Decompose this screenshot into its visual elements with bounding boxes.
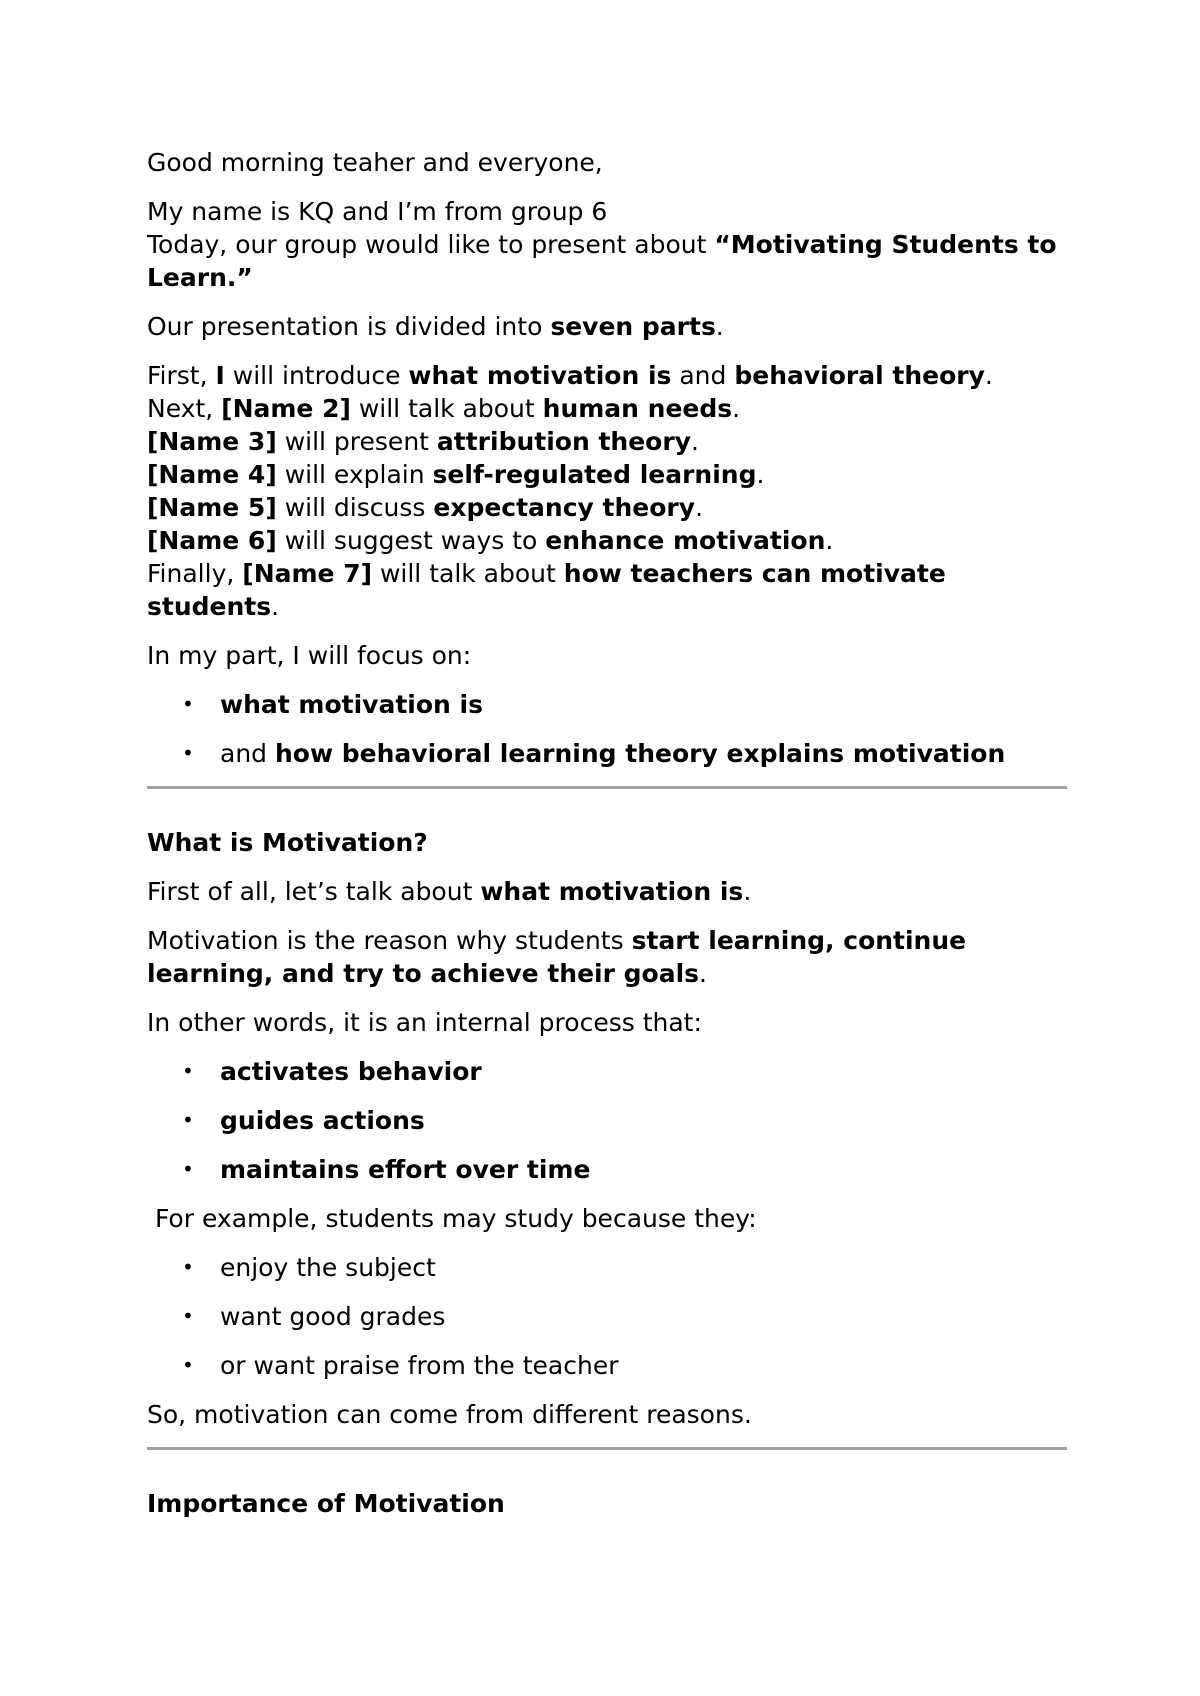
outline-text: and [671,361,735,390]
outline-text: . [984,361,993,390]
section1-paragraph-3: In other words, it is an internal process that: [147,1008,702,1037]
outline-text: Next, [147,394,222,423]
focus-list [147,688,1067,770]
outline-line-5 [147,491,1067,524]
list-item: • want good grades [147,1300,1067,1333]
intro-line-1: My name is KQ and I’m from group 6 [147,197,608,226]
outline-line-3 [147,425,1067,458]
outline-bold: attribution theory [436,427,691,456]
outline-text: First, [147,361,216,390]
document-page [147,146,1067,1520]
outline-line-1 [147,359,1067,392]
intro-block [147,195,1067,294]
list-item: • or want praise from the teacher [147,1349,1067,1382]
outline-bold: [Name 3] [147,427,277,456]
outline-line-4 [147,458,1067,491]
para-bold: what motivation is [480,877,744,906]
outline-bold: [Name 4] [147,460,277,489]
focus-intro: In my part, I will focus on: [147,641,472,670]
outline-text: will introduce [224,361,409,390]
division-line [147,310,1067,343]
list-item [147,688,1067,721]
focus-item-bold: how behavioral learning theory explains motivation [274,739,1006,768]
outline-text: . [271,592,280,621]
para-text: First of all, let’s talk about [147,877,481,906]
outline-text: . [825,526,834,555]
outline-bold: [Name 6] [147,526,277,555]
list-item-bold: maintains effort over time [220,1155,591,1184]
outline-text: will talk about [350,394,543,423]
outline-text: will discuss [276,493,434,522]
list-item: • enjoy the subject [147,1251,1067,1284]
outline-text: will explain [276,460,433,489]
outline-bold: [Name 2] [221,394,351,423]
outline-text: will present [276,427,437,456]
outline-bold: enhance motivation [545,526,826,555]
section-heading-motivation: What is Motivation? [147,828,428,857]
list-item-bold: activates behavior [220,1057,482,1086]
outline-bold: expectancy theory [433,493,696,522]
section1-paragraph-2 [147,924,1067,990]
outline-bold: self-regulated learning [432,460,757,489]
section1-conclusion: So, motivation can come from different reasons. [147,1400,752,1429]
outline-line-2 [147,392,1067,425]
outline-bold: [Name 5] [147,493,277,522]
outline-bold: behavioral theory [734,361,985,390]
intro-line-2-text: Today, our group would like to present about [147,230,715,259]
outline-text: . [695,493,704,522]
section-heading-importance: Importance of Motivation [147,1489,505,1518]
para-bold: start learning, continue learning, and try to achieve their goals [147,926,967,988]
intro-line-2 [147,228,1067,294]
outline-bold: I [215,361,225,390]
outline-text: Finally, [147,559,243,588]
outline-bold: what motivation is [408,361,672,390]
division-bold: seven parts [550,312,716,341]
list-item [147,1055,1067,1088]
presentation-title: “Motivating Students to Learn.” [147,230,1057,292]
division-pre: Our presentation is divided into [147,312,551,341]
outline-bold: how teachers can motivate students [147,559,946,621]
section-divider [147,1447,1067,1450]
outline-text: . [756,460,765,489]
example-list [147,1251,1067,1382]
outline-text: will suggest ways to [276,526,546,555]
outline-line-6 [147,524,1067,557]
list-item [147,1104,1067,1137]
outline-bold: [Name 7] [242,559,373,588]
division-post: . [715,312,724,341]
para-text: . [743,877,752,906]
outline-bold: human needs [542,394,733,423]
example-intro: For example, students may study because they: [147,1204,757,1233]
process-list [147,1055,1067,1186]
para-text: Motivation is the reason why students [147,926,632,955]
section1-paragraph-1 [147,875,1067,908]
focus-item-bold: what motivation is [220,690,483,719]
outline-text: . [690,427,699,456]
outline-line-7 [147,557,1067,623]
list-item [147,1153,1067,1186]
section-divider [147,786,1067,789]
list-item [147,737,1067,770]
list-item-bold: guides actions [220,1106,425,1135]
outline-text: will talk about [372,559,564,588]
focus-item-text: and [220,739,275,768]
outline-block [147,359,1067,623]
greeting: Good morning teaher and everyone, [147,148,603,177]
outline-text: . [732,394,741,423]
para-text: . [699,959,707,988]
